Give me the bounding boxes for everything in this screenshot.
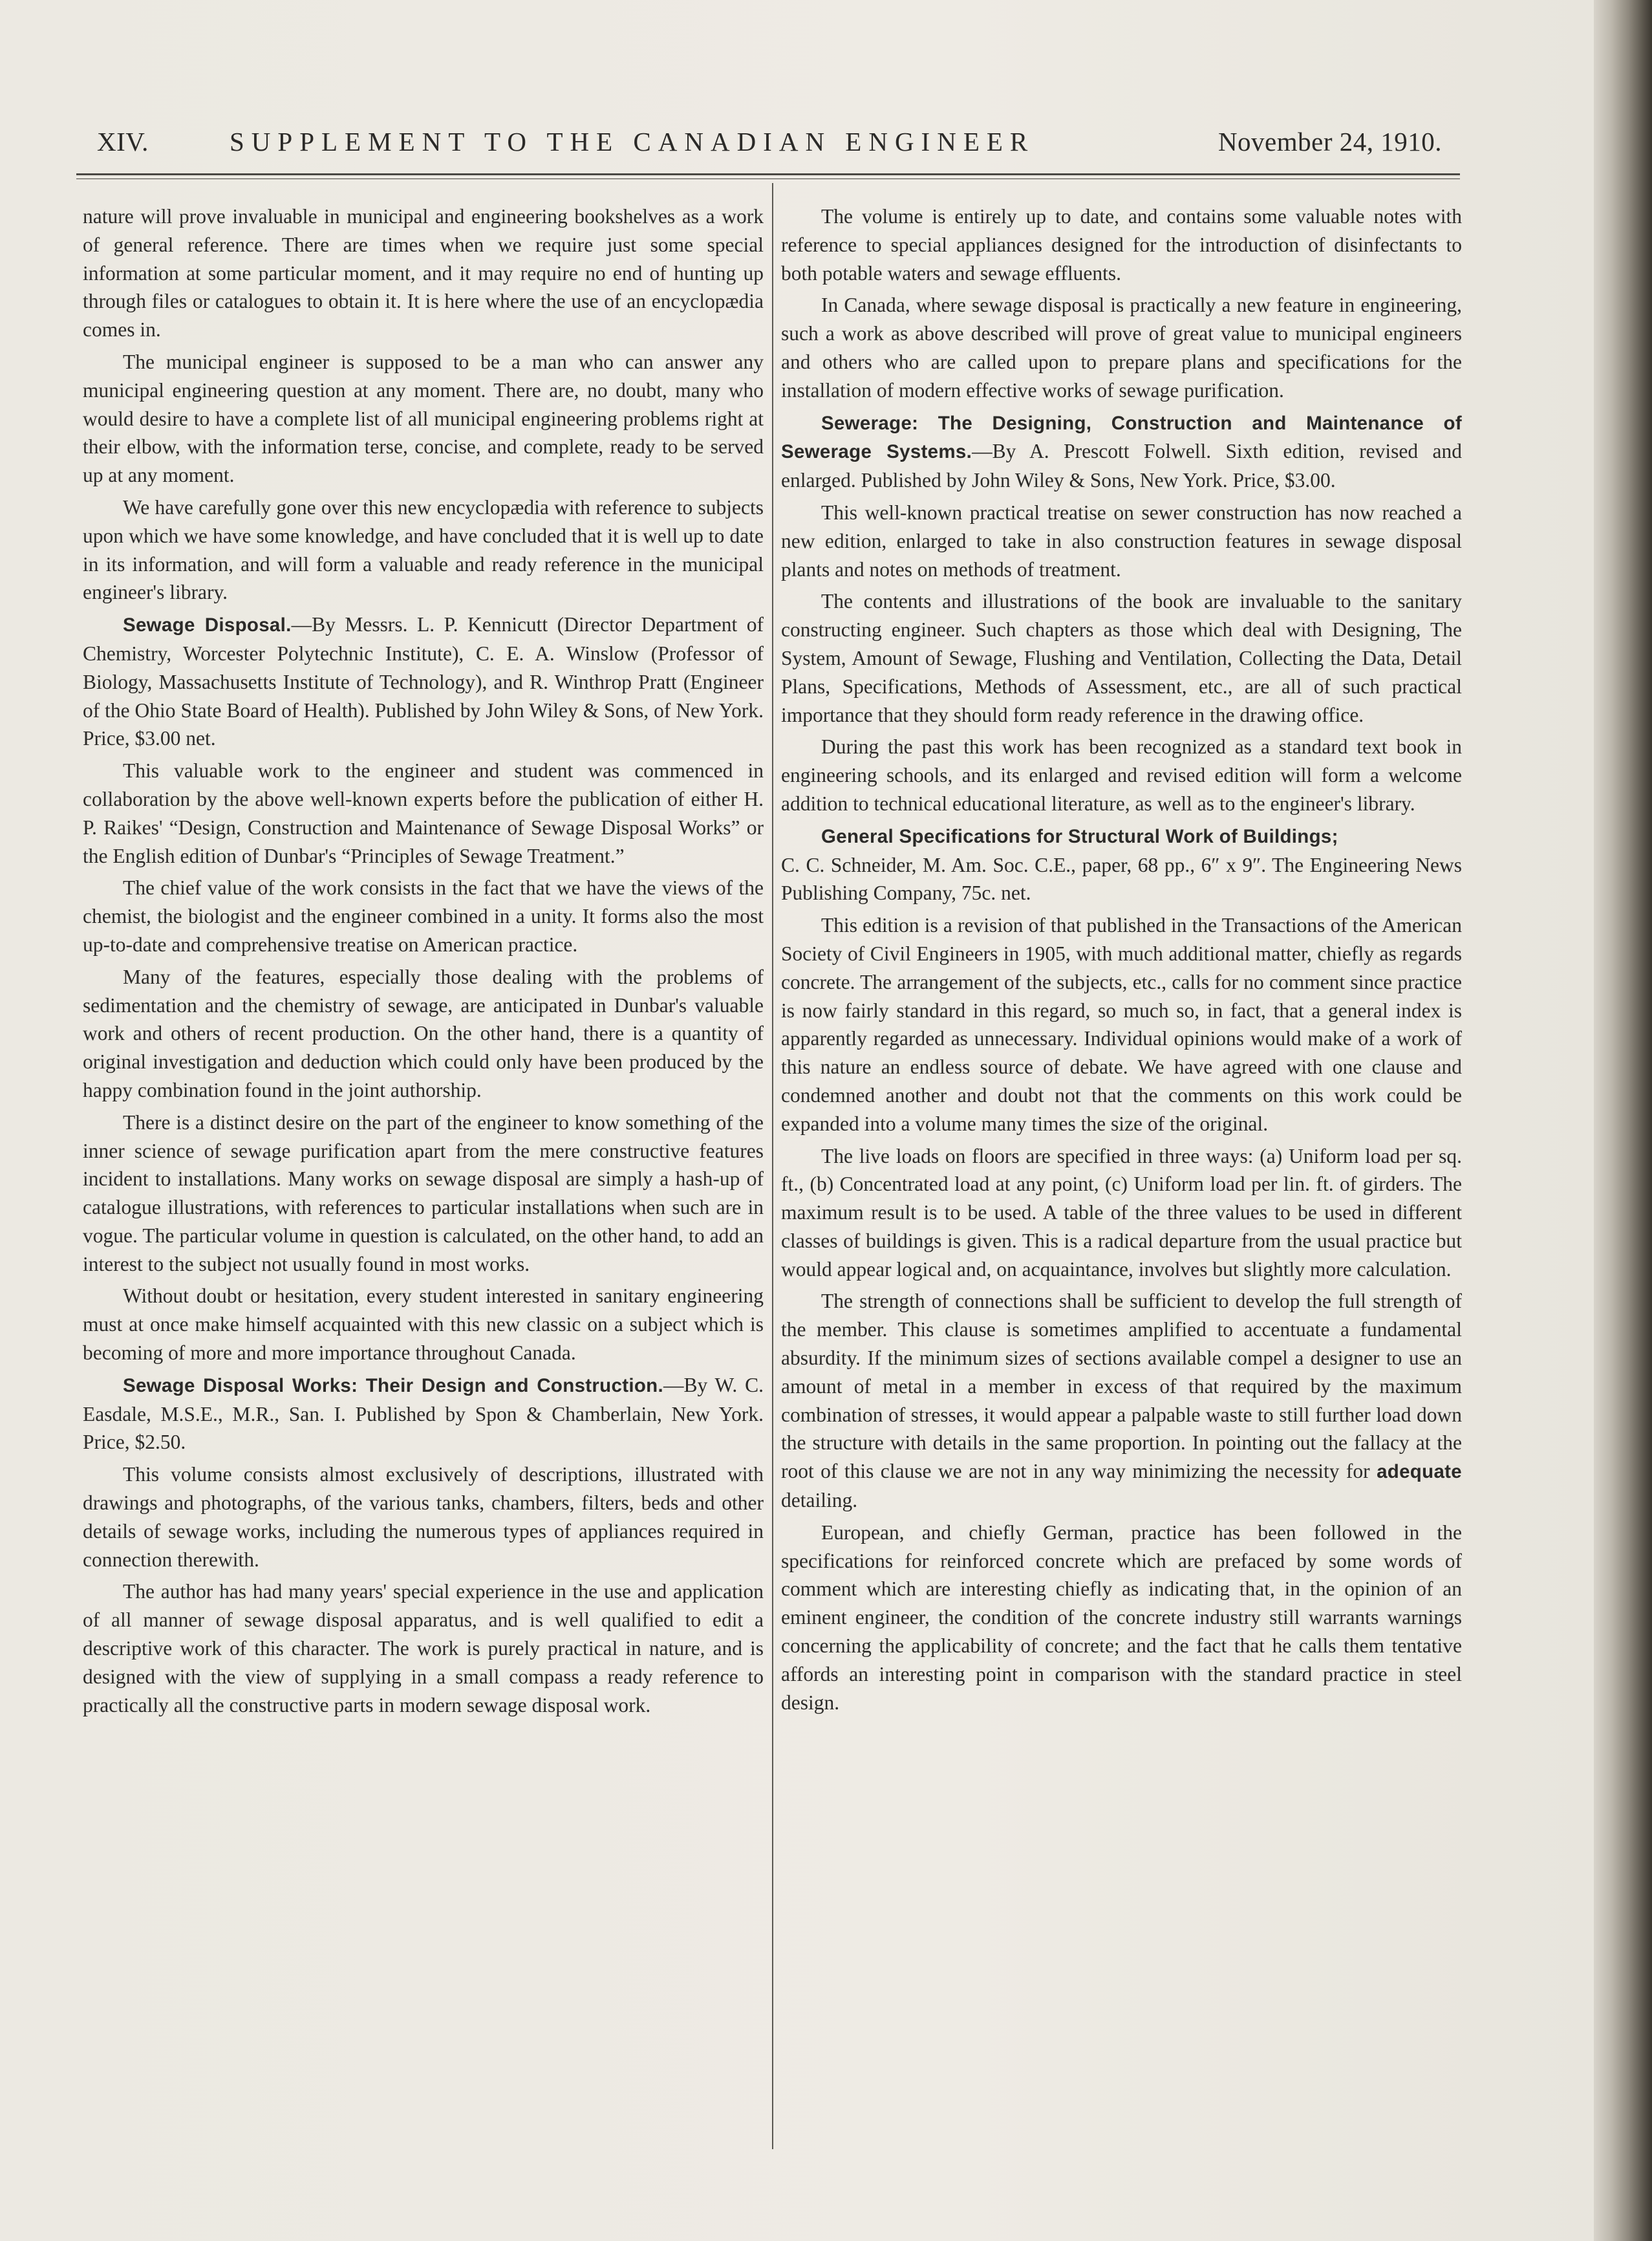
- book-title: General Specifications for Structural Work of Buildings;: [821, 825, 1338, 847]
- paragraph: This well-known practical treatise on sewer construction has now reached a new edition, enlarged to take in also construction features in sewage disposal plants and notes on methods of treatment.: [781, 501, 1462, 581]
- paragraph: European, and chiefly German, practice has been followed in the specifications for reinforced concrete which are prefaced by some words of comment which are interesting chiefly as indicating that, in the opinion of an eminent engineer, the condition of the concrete industry still warrants warnings concerning the applicability of concrete; and the fact that he calls them tentative affords an interesting point in comparison with the standard practice in steel design.: [781, 1521, 1462, 1714]
- book-title: Sewerage: The Designing, Construction and Maintenance of Sewerage Systems.: [781, 412, 1462, 463]
- page-number: XIV.: [97, 127, 149, 157]
- review-entry: [781, 822, 1462, 907]
- paragraph-text: detailing.: [781, 1489, 858, 1512]
- left-column: [83, 202, 764, 1723]
- paragraph-text: The strength of connections shall be sufficient to develop the full strength of the member. This clause is sometimes amplified to accentuate a fundamental absurdity. If the minimum sizes of sections available compel a designer to use an amount of metal in a member in excess of that required by the maximum combination of stresses, it would appear a palpable waste to still further load down the structure with details in the same proportion. In pointing out the fallacy at the root of this clause we are not in any way minimizing the necessity for: [781, 1290, 1462, 1483]
- book-title: Sewage Disposal.: [123, 614, 292, 636]
- issue-date: November 24, 1910.: [1218, 127, 1442, 157]
- paragraph: This edition is a revision of that published in the Transactions of the American Society of Civil Engineers in 1905, with much additional matter, chiefly as regards concrete. The arrangement of the subjects, etc., calls for no comment since practice is now fairly standard in this regard, so much so, in fact, that a general index is apparently regarded as unnecessary. Individual opinions would make of a work of this nature an endless source of debate. We have agreed with one clause and condemned another and doubt not that the comments on this work could be expanded into a volume many times the size of the original.: [781, 914, 1462, 1135]
- paragraph: Many of the features, especially those dealing with the problems of sedimentation and the chemistry of sewage, are anticipated in Dunbar's valuable work and others of recent production. On the other hand, there is a quantity of original investigation and deduction which could only have been produced by the happy combination found in the joint authorship.: [83, 965, 764, 1101]
- running-title: SUPPLEMENT TO THE CANADIAN ENGINEER: [230, 127, 1035, 157]
- paragraph: [781, 1287, 1462, 1514]
- book-binding-edge: [1594, 0, 1652, 2241]
- paragraph: There is a distinct desire on the part of the engineer to know something of the inner science of sewage purification apart from the mere constructive features incident to installations. Many works on sewage disposal are simply a hash-up of catalogue illustrations, with references to particular installations when such are in vogue. The particular volume in question is calculated, on the other hand, to add an interest to the subject not usually found in most works.: [83, 1110, 764, 1275]
- paragraph: The volume is entirely up to date, and contains some valuable notes with reference to special appliances designed for the introduction of disinfectants to both potable waters and sewage effluents.: [781, 205, 1462, 285]
- paragraph: nature will prove invaluable in municipal and engineering bookshelves as a work of general reference. There are times when we require just some special information at some particular moment, and it may require no end of hunting up through files or catalogues to obtain it. It is here where the use of an encyclopædia comes in.: [83, 205, 764, 341]
- book-details: C. C. Schneider, M. Am. Soc. C.E., paper, 68 pp., 6″ x 9″. The Engineering News Publishing Company, 75c. net.: [781, 853, 1462, 905]
- emphasized-word: adequate: [1377, 1461, 1462, 1483]
- paragraph: The live loads on floors are specified in three ways: (a) Uniform load per sq. ft., (b) Concentrated load at any point, (c) Uniform load per lin. ft. of girders. The maximum result is to be used. A table of the three values to be used in different classes of buildings is given. This is a radical departure from the usual practice but would appear logical and, on acquaintance, involves but slightly more calculation.: [781, 1144, 1462, 1281]
- book-details: —By A. Prescott Folwell. Sixth edition, revised and enlarged. Published by John Wiley & Sons, New York. Price, $3.00.: [781, 440, 1462, 492]
- paragraph: The contents and illustrations of the book are invaluable to the sanitary constructing engineer. Such chapters as those which deal with Designing, The System, Amount of Sewage, Flushing and Ventilation, Collecting the Data, Detail Plans, Specifications, Methods of Assessment, etc., are all of such practical importance that they should form ready reference in the drawing office.: [781, 590, 1462, 726]
- header-rule-thick: [76, 173, 1460, 175]
- paragraph: The author has had many years' special experience in the use and application of all manner of sewage disposal apparatus, and is well qualified to edit a descriptive work of this character. The work is purely practical in nature, and is designed with the view of supplying in a small compass a ready reference to practically all the constructive parts in modern sewage disposal work.: [83, 1580, 764, 1716]
- paragraph: Without doubt or hesitation, every student interested in sanitary engineering must at once make himself acquainted with this new classic on a subject which is becoming of more and more importance throughout Canada.: [83, 1284, 764, 1365]
- page-header: [97, 126, 1442, 165]
- column-divider: [772, 183, 773, 2149]
- review-entry: [781, 409, 1462, 495]
- book-details: —By W. C. Easdale, M.S.E., M.R., San. I. Published by Spon & Chamberlain, New York. Price, $2.50.: [83, 1373, 764, 1454]
- book-details: —By Messrs. L. P. Kennicutt (Director Department of Chemistry, Worcester Polytechnic Institute), C. E. A. Winslow (Professor of Biology, Massachusetts Institute of Technology), and R. Winthrop Pratt (Engineer of the Ohio State Board of Health). Published by John Wiley & Sons, of New York. Price, $3.00 net.: [83, 613, 764, 750]
- paragraph: During the past this work has been recognized as a standard text book in engineering schools, and its enlarged and revised edition will form a welcome addition to technical educational literature, as well as to the engineer's library.: [781, 735, 1462, 815]
- review-entry: [83, 1371, 764, 1456]
- paragraph: This valuable work to the engineer and student was commenced in collaboration by the above well-known experts before the publication of either H. P. Raikes' “Design, Construction and Maintenance of Sewage Disposal Works” or the English edition of Dunbar's “Principles of Sewage Treatment.”: [83, 759, 764, 867]
- paragraph: We have carefully gone over this new encyclopædia with reference to subjects upon which we have some knowledge, and have concluded that it is well up to date in its information, and will form a valuable and ready reference in the municipal engineer's library.: [83, 495, 764, 604]
- paragraph: The chief value of the work consists in the fact that we have the views of the chemist, the biologist and the engineer combined in a unity. It forms also the most up-to-date and comprehensive treatise on American practice.: [83, 876, 764, 956]
- review-entry: [83, 611, 764, 753]
- paragraph: This volume consists almost exclusively of descriptions, illustrated with drawings and photographs, of the various tanks, chambers, filters, beds and other details of sewage works, including the numerous types of appliances required in connection therewith.: [83, 1463, 764, 1571]
- right-column: [781, 202, 1462, 1720]
- paragraph: In Canada, where sewage disposal is practically a new feature in engineering, such a work as above described will prove of great value to municipal engineers and others who are called upon to prepare plans and specifications for the installation of modern effective works of sewage purification.: [781, 294, 1462, 402]
- book-title: Sewage Disposal Works: Their Design and Construction.: [123, 1374, 663, 1396]
- paragraph: The municipal engineer is supposed to be a man who can answer any municipal engineering question at any moment. There are, no doubt, many who would desire to have a complete list of all municipal engineering problems right at their elbow, with the information terse, concise, and complete, ready to be served up at any moment.: [83, 350, 764, 487]
